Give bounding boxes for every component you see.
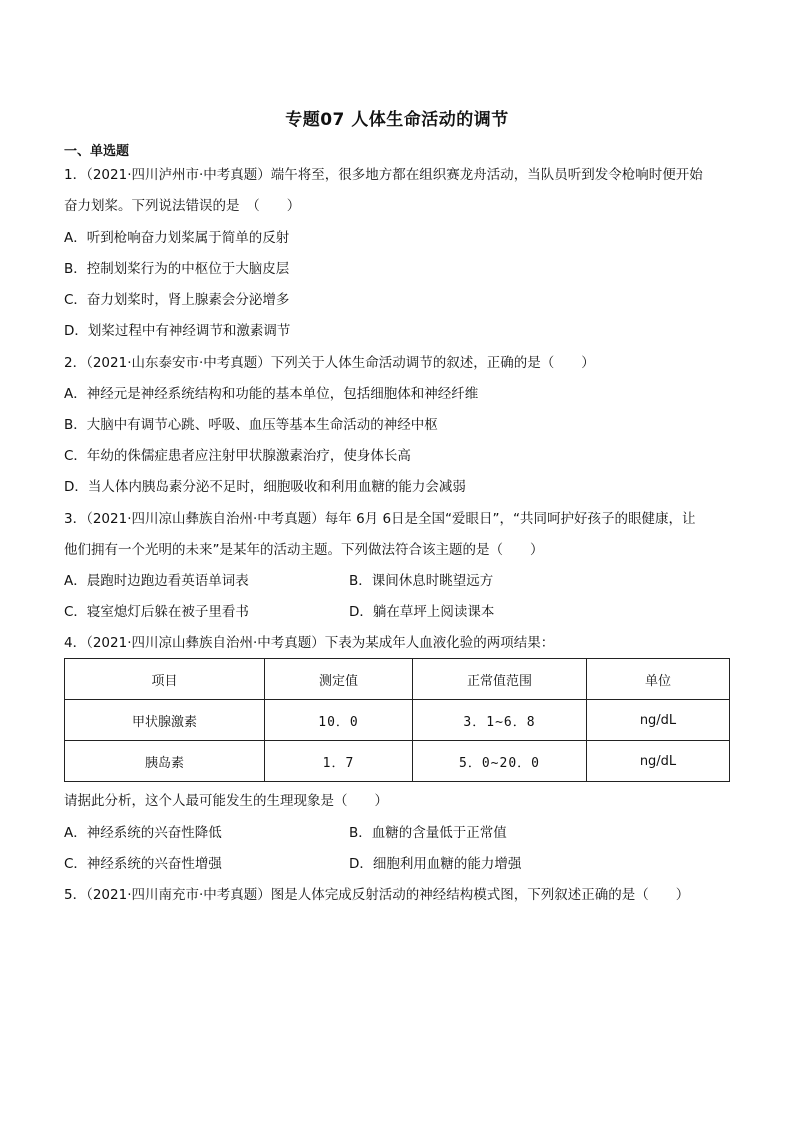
question-3-option-c: C．寝室熄灯后躲在被子里看书	[64, 604, 249, 620]
question-4-option-c: C．神经系统的兴奋性增强	[64, 856, 222, 872]
table-header-cell: 正常值范围	[413, 659, 587, 700]
table-row	[65, 700, 730, 741]
question-4-option-d: D．细胞利用血糖的能力增强	[349, 856, 522, 872]
question-1-option-a: A．听到枪响奋力划桨属于简单的反射	[64, 230, 290, 246]
table-row	[65, 741, 730, 782]
table-cell-unit: ng/dL	[587, 700, 730, 741]
page-title: 专题07 人体生命活动的调节	[285, 110, 509, 130]
question-2-option-c: C．年幼的侏儒症患者应注射甲状腺激素治疗，使身体长高	[64, 448, 411, 464]
question-4-prompt: 请据此分析，这个人最可能发生的生理现象是（ ）	[64, 793, 388, 809]
question-4-option-a: A．神经系统的兴奋性降低	[64, 825, 222, 841]
question-3-stem: 3．（2021·四川凉山彝族自治州·中考真题）每年 6月 6日是全国“爱眼日”，“共同呵护好孩子的眼健康，让	[64, 511, 696, 527]
question-3-option-b: B．课间休息时眺望远方	[349, 573, 494, 589]
table-cell-item: 胰岛素	[65, 741, 265, 782]
section-heading: 一、单选题	[64, 144, 130, 159]
table-cell-measured: 10．0	[265, 700, 413, 741]
question-3-stem-cont: 他们拥有一个光明的未来”是某年的活动主题。下列做法符合该主题的是（ ）	[64, 542, 544, 558]
question-1-option-c: C．奋力划桨时，肾上腺素会分泌增多	[64, 292, 290, 308]
question-1-stem: 1．（2021·四川泸州市·中考真题）端午将至，很多地方都在组织赛龙舟活动，当队员听到发令枪响时便开始	[64, 167, 703, 183]
table-header-cell: 单位	[587, 659, 730, 700]
table-header-cell: 项目	[65, 659, 265, 700]
question-3-option-d: D．躺在草坪上阅读课本	[349, 604, 495, 620]
table-cell-range: 5．0~20．0	[413, 741, 587, 782]
blood-test-table	[64, 658, 730, 782]
table-cell-measured: 1．7	[265, 741, 413, 782]
question-1-option-b: B．控制划桨行为的中枢位于大脑皮层	[64, 261, 290, 277]
question-3-option-a: A．晨跑时边跑边看英语单词表	[64, 573, 249, 589]
table-header-row	[65, 659, 730, 700]
question-1-option-d: D．划桨过程中有神经调节和激素调节	[64, 323, 291, 339]
question-4-option-b: B．血糖的含量低于正常值	[349, 825, 507, 841]
question-2-stem: 2．（2021·山东泰安市·中考真题）下列关于人体生命活动调节的叙述，正确的是（ ）	[64, 355, 595, 371]
question-2-option-b: B．大脑中有调节心跳、呼吸、血压等基本生命活动的神经中枢	[64, 417, 438, 433]
question-2-option-a: A．神经元是神经系统结构和功能的基本单位，包括细胞体和神经纤维	[64, 386, 479, 402]
table-cell-range: 3．1~6．8	[413, 700, 587, 741]
question-4-stem: 4．（2021·四川凉山彝族自治州·中考真题）下表为某成年人血液化验的两项结果：	[64, 635, 555, 651]
table-cell-unit: ng/dL	[587, 741, 730, 782]
table-cell-item: 甲状腺激素	[65, 700, 265, 741]
table-header-cell: 测定值	[265, 659, 413, 700]
question-1-stem-cont: 奋力划桨。下列说法错误的是 （ ）	[64, 198, 301, 214]
question-2-option-d: D．当人体内胰岛素分泌不足时，细胞吸收和利用血糖的能力会减弱	[64, 479, 466, 495]
question-5-stem: 5．（2021·四川南充市·中考真题）图是人体完成反射活动的神经结构模式图，下列叙述正确的是（ ）	[64, 887, 690, 903]
